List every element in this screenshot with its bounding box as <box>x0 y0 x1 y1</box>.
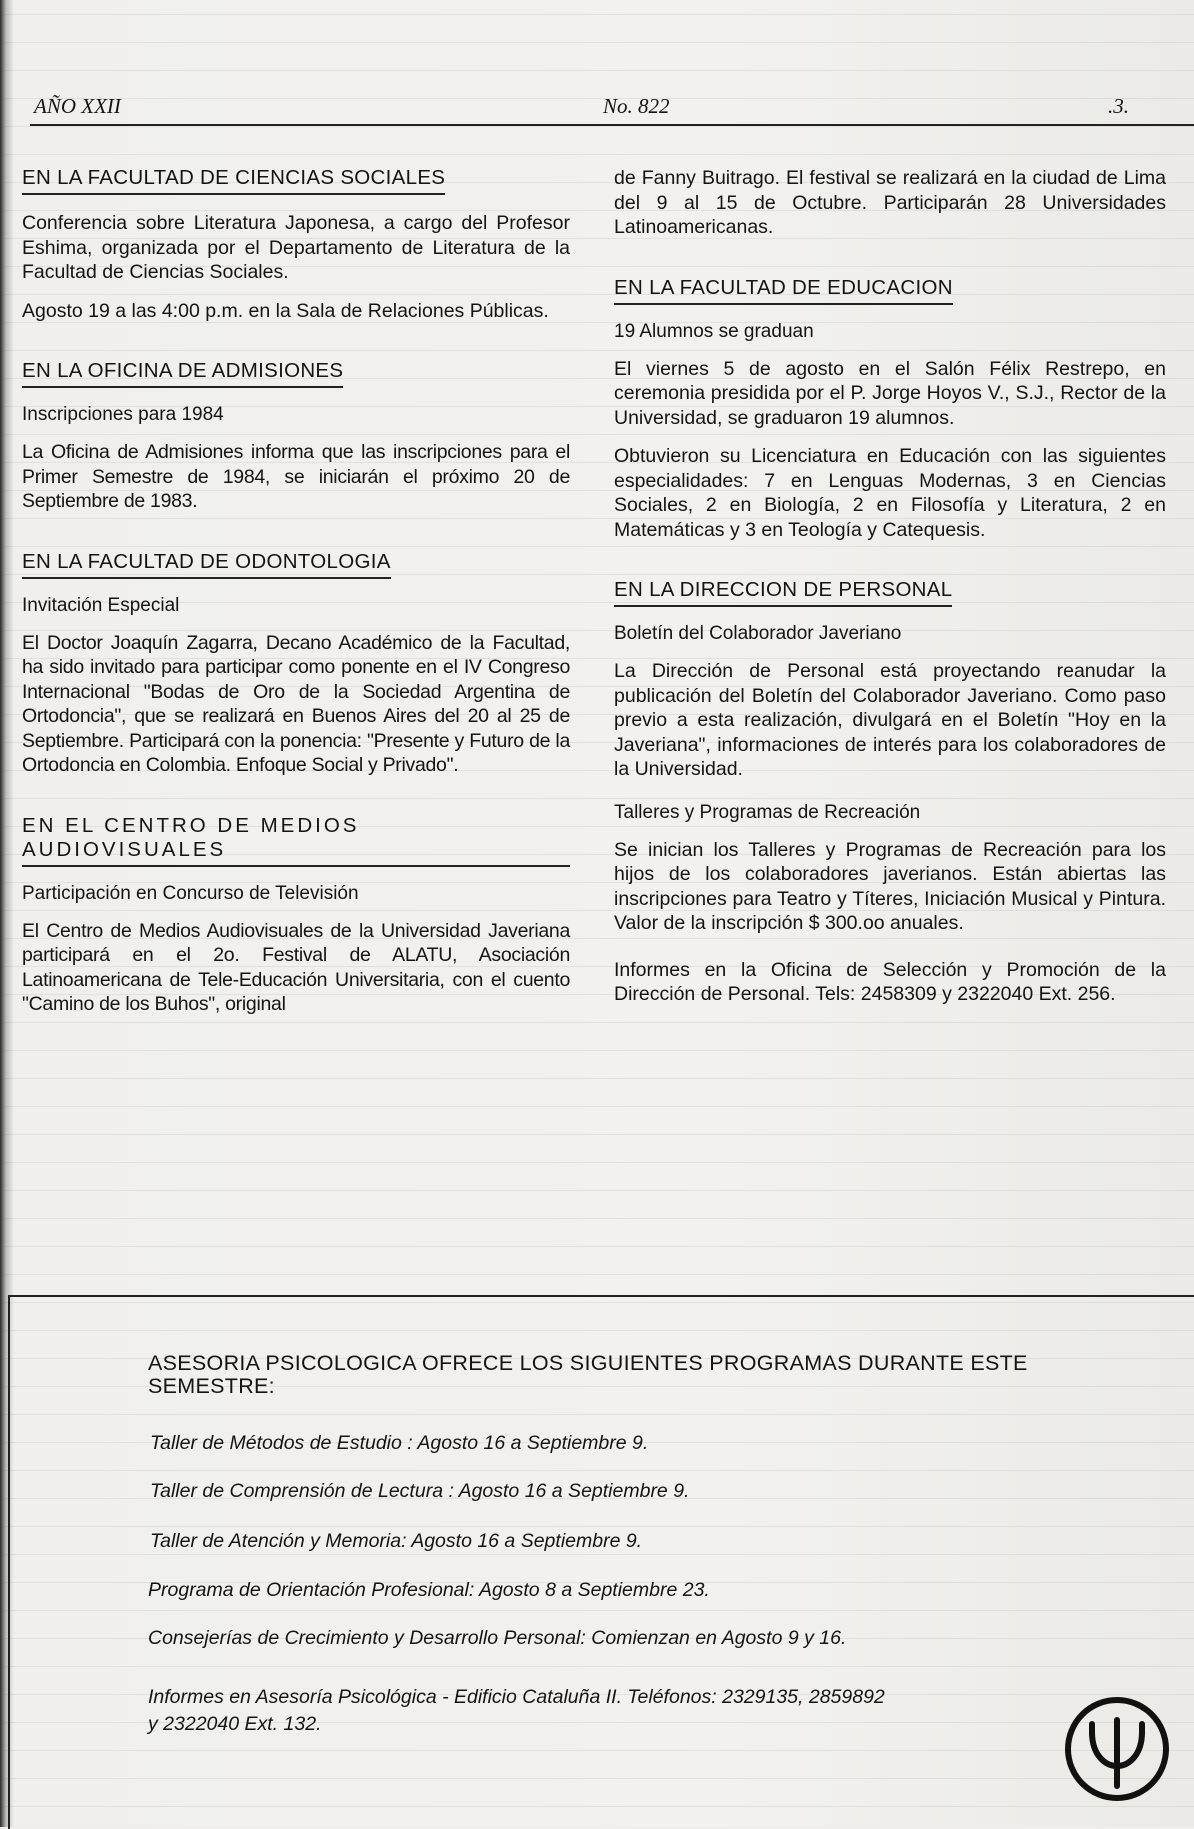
page-header <box>30 88 1194 138</box>
program-item: Taller de Atención y Memoria: Agosto 16 a Septiembre 9. <box>150 1530 643 1552</box>
section-personal <box>614 578 1166 1007</box>
section-heading: EN LA OFICINA DE ADMISIONES <box>22 359 343 388</box>
section-paragraph: Agosto 19 a las 4:00 p.m. en la Sala de Relaciones Públicas. <box>22 299 549 322</box>
program-item: Programa de Orientación Profesional: Agosto 8 a Septiembre 23. <box>148 1579 710 1601</box>
section-admisiones <box>22 359 570 514</box>
section-subtitle: Invitación Especial <box>22 594 180 616</box>
section-subtitle: Inscripciones para 1984 <box>22 404 224 425</box>
section-ciencias-sociales <box>22 166 570 323</box>
section-paragraph: El Doctor Joaquín Zagarra, Decano Académico de la Facultad, ha sido invitado para participar como ponente en el IV Congreso Internacional "Bodas de Oro de la Sociedad Argentina de Ortodoncia", que se realizará en Buenos Aires del 20 al 25 de Septiembre. Participará con la ponencia: "Presente y Futuro de la Ortodoncia en Colombia. Enfoque Social y Privado". <box>22 631 570 776</box>
program-item: Consejerías de Crecimiento y Desarrollo Personal: Comienzan en Agosto 9 y 16. <box>148 1627 847 1649</box>
box-title: ASESORIA PSICOLOGICA OFRECE LOS SIGUIENTES PROGRAMAS DURANTE ESTE SEMESTRE: <box>148 1351 1028 1398</box>
section-paragraph: Obtuvieron su Licenciatura en Educación con las siguientes especialidades: 7 en Lenguas Modernas, 3 en Ciencias Sociales, 2 en Biología, 2 en Filosofía y Literatura, 2 en Matemáticas y 3 en Teología y Catequesis. <box>614 445 1166 541</box>
section-subtitle: Participación en Concurso de Televisión <box>22 882 359 904</box>
section-paragraph: Se inician los Talleres y Programas de Recreación para los hijos de los colaboradores javerianos. Están abiertas las inscripciones para Teatro y Títeres, Iniciación Musical y Pintura. Valor de la inscripción $ 300.oo anuales. <box>614 838 1166 934</box>
issue-number: No. 822 <box>603 94 670 118</box>
program-item: Taller de Métodos de Estudio : Agosto 16 a Septiembre 9. <box>150 1432 649 1454</box>
info-line: y 2322040 Ext. 132. <box>148 1713 322 1735</box>
section-heading: EN LA FACULTAD DE ODONTOLOGIA <box>22 550 391 579</box>
section-subtitle: Talleres y Programas de Recreación <box>614 801 921 823</box>
section-paragraph: La Dirección de Personal está proyectando reanudar la publicación del Boletín del Colaborador Javeriano. Como paso previo a esta realización, divulgará en el Boletín "Hoy en la Javeriana", informaciones de interés para los colaboradores de la Universidad. <box>614 660 1166 780</box>
page-number: .3. <box>1108 94 1129 118</box>
section-paragraph: Informes en la Oficina de Selección y Promoción de la Dirección de Personal. Tels: 2458309 y 2322040 Ext. 256. <box>614 958 1166 1005</box>
section-paragraph: El viernes 5 de agosto en el Salón Félix Restrepo, en ceremonia presidida por el P. Jorge Hoyos V., S.J., Rector de la Universidad, se graduaron 19 alumnos. <box>614 357 1166 429</box>
section-educacion <box>614 276 1166 543</box>
continuation-paragraph: de Fanny Buitrago. El festival se realizará en la ciudad de Lima del 9 al 15 de Octubre. Participarán 28 Universidades Latinoamericanas. <box>614 167 1166 238</box>
section-heading: EN LA DIRECCION DE PERSONAL <box>614 578 952 607</box>
section-paragraph: La Oficina de Admisiones informa que las inscripciones para el Primer Semestre de 1984, se iniciarán el próximo 20 de Septiembre de 1983. <box>22 441 570 512</box>
section-paragraph: Conferencia sobre Literatura Japonesa, a cargo del Profesor Eshima, organizada por el Departamento de Literatura de la Facultad de Ciencias Sociales. <box>22 212 570 283</box>
volume-label: AÑO XXII <box>34 94 121 118</box>
info-line: Informes en Asesoría Psicológica - Edificio Cataluña II. Teléfonos: 2329135, 2859892 <box>148 1686 885 1708</box>
program-item: Taller de Comprensión de Lectura : Agosto 16 a Septiembre 9. <box>150 1480 690 1502</box>
section-heading: EN EL CENTRO DE MEDIOS AUDIOVISUALES <box>22 814 570 867</box>
left-column <box>22 166 570 1031</box>
section-heading: EN LA FACULTAD DE EDUCACION <box>614 276 953 305</box>
section-odontologia <box>22 550 570 778</box>
section-subtitle: 19 Alumnos se graduan <box>614 320 814 342</box>
right-column <box>614 166 1166 1021</box>
section-subtitle: Boletín del Colaborador Javeriano <box>614 623 902 644</box>
section-audiovisuales <box>22 814 570 1017</box>
section-heading: EN LA FACULTAD DE CIENCIAS SOCIALES <box>22 166 445 195</box>
header-rule <box>30 124 1194 126</box>
asesoria-psicologica-logo-icon <box>1062 1694 1172 1804</box>
section-paragraph: El Centro de Medios Audiovisuales de la Universidad Javeriana participará en el 2o. Festival de ALATU, Asociación Latinoamericana de Tele-Educación Universitaria, con el cuento "Camino de los Buhos", original <box>22 919 570 1015</box>
